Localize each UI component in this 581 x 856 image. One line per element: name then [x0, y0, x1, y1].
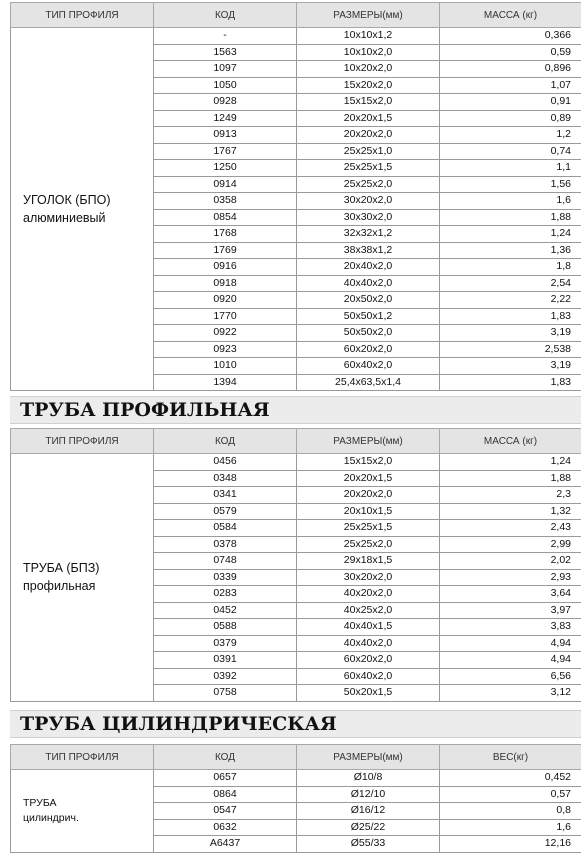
profile-type-subname: цилиндрич. — [23, 811, 79, 824]
mass-cell: 1,6 — [440, 819, 581, 836]
table-row — [11, 454, 581, 471]
code-cell: 1097 — [154, 61, 297, 78]
header-profile-type: ТИП ПРОФИЛЯ — [11, 429, 154, 454]
size-cell: 20х20х1,5 — [297, 470, 440, 487]
profile-type-subname: профильная — [23, 579, 96, 594]
size-cell: 20х40х2,0 — [297, 259, 440, 276]
mass-cell: 2,99 — [440, 536, 581, 553]
mass-cell: 2,3 — [440, 487, 581, 504]
size-cell: 40х40х2,0 — [297, 635, 440, 652]
table-header-row — [11, 3, 581, 28]
header-code: КОД — [154, 429, 297, 454]
code-cell: - — [154, 28, 297, 45]
size-cell: 20х20х2,0 — [297, 487, 440, 504]
size-cell: 25х25х1,0 — [297, 143, 440, 160]
size-cell: 15х20х2,0 — [297, 77, 440, 94]
code-cell: 0864 — [154, 786, 297, 803]
code-cell: А6437 — [154, 836, 297, 853]
table-row — [11, 28, 581, 45]
mass-cell: 3,12 — [440, 685, 581, 702]
table-header-row — [11, 745, 581, 770]
mass-cell: 2,538 — [440, 341, 581, 358]
size-cell: 10х20х2,0 — [297, 61, 440, 78]
code-cell: 0379 — [154, 635, 297, 652]
size-cell: Ø55/33 — [297, 836, 440, 853]
size-cell: 60х20х2,0 — [297, 341, 440, 358]
mass-cell: 1,24 — [440, 226, 581, 243]
code-cell: 1010 — [154, 358, 297, 375]
header-dimensions: РАЗМЕРЫ(мм) — [297, 3, 440, 28]
code-cell: 0913 — [154, 127, 297, 144]
code-cell: 0588 — [154, 619, 297, 636]
code-cell: 0584 — [154, 520, 297, 537]
size-cell: 40х20х2,0 — [297, 586, 440, 603]
header-weight: ВЕС(кг) — [440, 745, 581, 770]
mass-cell: 1,1 — [440, 160, 581, 177]
mass-cell: 1,36 — [440, 242, 581, 259]
code-cell: 1250 — [154, 160, 297, 177]
size-cell: 25х25х2,0 — [297, 176, 440, 193]
mass-cell: 3,97 — [440, 602, 581, 619]
mass-cell: 1,88 — [440, 209, 581, 226]
code-cell: 0456 — [154, 454, 297, 471]
code-cell: 1563 — [154, 44, 297, 61]
code-cell: 0914 — [154, 176, 297, 193]
section-title-cylindrical-pipe: ТРУБА ЦИЛИНДРИЧЕСКАЯ — [10, 710, 581, 738]
size-cell: 50х20х1,5 — [297, 685, 440, 702]
code-cell: 1050 — [154, 77, 297, 94]
mass-cell: 12,16 — [440, 836, 581, 853]
size-cell: 25х25х1,5 — [297, 160, 440, 177]
code-cell: 1767 — [154, 143, 297, 160]
size-cell: 15х15х2,0 — [297, 94, 440, 111]
mass-cell: 0,366 — [440, 28, 581, 45]
size-cell: 10х10х1,2 — [297, 28, 440, 45]
code-cell: 0358 — [154, 193, 297, 210]
code-cell: 0657 — [154, 770, 297, 787]
size-cell: 25х25х2,0 — [297, 536, 440, 553]
profile-type-cell — [11, 28, 154, 391]
header-code: КОД — [154, 745, 297, 770]
mass-cell: 1,83 — [440, 308, 581, 325]
code-cell: 0341 — [154, 487, 297, 504]
code-cell: 0392 — [154, 668, 297, 685]
code-cell: 1770 — [154, 308, 297, 325]
mass-cell: 1,32 — [440, 503, 581, 520]
mass-cell: 2,93 — [440, 569, 581, 586]
code-cell: 0920 — [154, 292, 297, 309]
mass-cell: 1,56 — [440, 176, 581, 193]
size-cell: 29х18х1,5 — [297, 553, 440, 570]
size-cell: 20х10х1,5 — [297, 503, 440, 520]
header-profile-type: ТИП ПРОФИЛЯ — [11, 745, 154, 770]
code-cell: 1769 — [154, 242, 297, 259]
profile-pipe-table — [10, 428, 581, 702]
mass-cell: 2,02 — [440, 553, 581, 570]
mass-cell: 1,07 — [440, 77, 581, 94]
code-cell: 0922 — [154, 325, 297, 342]
size-cell: 30х30х2,0 — [297, 209, 440, 226]
code-cell: 0391 — [154, 652, 297, 669]
size-cell: 40х25х2,0 — [297, 602, 440, 619]
size-cell: 40х40х1,5 — [297, 619, 440, 636]
mass-cell: 4,94 — [440, 635, 581, 652]
size-cell: 10х10х2,0 — [297, 44, 440, 61]
mass-cell: 1,88 — [440, 470, 581, 487]
mass-cell: 2,43 — [440, 520, 581, 537]
code-cell: 1768 — [154, 226, 297, 243]
mass-cell: 0,59 — [440, 44, 581, 61]
table-row — [11, 770, 581, 787]
profile-type-name: УГОЛОК (БПО) — [23, 193, 111, 207]
code-cell: 0348 — [154, 470, 297, 487]
cylindrical-pipe-table — [10, 744, 581, 853]
size-cell: Ø16/12 — [297, 803, 440, 820]
size-cell: 30х20х2,0 — [297, 193, 440, 210]
mass-cell: 0,8 — [440, 803, 581, 820]
size-cell: 32х32х1,2 — [297, 226, 440, 243]
size-cell: 20х50х2,0 — [297, 292, 440, 309]
size-cell: 60х40х2,0 — [297, 358, 440, 375]
header-dimensions: РАЗМЕРЫ(мм) — [297, 745, 440, 770]
header-mass: МАССА (кг) — [440, 3, 581, 28]
header-profile-type: ТИП ПРОФИЛЯ — [11, 3, 154, 28]
code-cell: 0547 — [154, 803, 297, 820]
code-cell: 0918 — [154, 275, 297, 292]
mass-cell: 2,54 — [440, 275, 581, 292]
mass-cell: 0,896 — [440, 61, 581, 78]
size-cell: 25,4х63,5х1,4 — [297, 374, 440, 391]
mass-cell: 3,19 — [440, 325, 581, 342]
code-cell: 0758 — [154, 685, 297, 702]
mass-cell: 6,56 — [440, 668, 581, 685]
code-cell: 0579 — [154, 503, 297, 520]
mass-cell: 3,19 — [440, 358, 581, 375]
code-cell: 0452 — [154, 602, 297, 619]
mass-cell: 0,452 — [440, 770, 581, 787]
table-header-row — [11, 429, 581, 454]
mass-cell: 1,2 — [440, 127, 581, 144]
code-cell: 0916 — [154, 259, 297, 276]
size-cell: Ø10/8 — [297, 770, 440, 787]
angle-profile-table — [10, 2, 581, 391]
mass-cell: 1,24 — [440, 454, 581, 471]
mass-cell: 3,64 — [440, 586, 581, 603]
profile-type-name: ТРУБА — [23, 796, 57, 809]
mass-cell: 0,57 — [440, 786, 581, 803]
size-cell: 40х40х2,0 — [297, 275, 440, 292]
code-cell: 0854 — [154, 209, 297, 226]
size-cell: 50х50х2,0 — [297, 325, 440, 342]
size-cell: Ø12/10 — [297, 786, 440, 803]
code-cell: 1249 — [154, 110, 297, 127]
code-cell: 0632 — [154, 819, 297, 836]
mass-cell: 4,94 — [440, 652, 581, 669]
section-title-profile-pipe: ТРУБА ПРОФИЛЬНАЯ — [10, 396, 581, 424]
mass-cell: 3,83 — [440, 619, 581, 636]
size-cell: 60х40х2,0 — [297, 668, 440, 685]
size-cell: 38х38х1,2 — [297, 242, 440, 259]
mass-cell: 1,8 — [440, 259, 581, 276]
header-mass: МАССА (кг) — [440, 429, 581, 454]
size-cell: 20х20х2,0 — [297, 127, 440, 144]
profile-type-name: ТРУБА (БПЗ) — [23, 561, 100, 576]
profile-type-cell — [11, 454, 154, 702]
profile-type-cell — [11, 770, 154, 853]
header-code: КОД — [154, 3, 297, 28]
size-cell: Ø25/22 — [297, 819, 440, 836]
size-cell: 30х20х2,0 — [297, 569, 440, 586]
code-cell: 0928 — [154, 94, 297, 111]
code-cell: 0748 — [154, 553, 297, 570]
mass-cell: 0,89 — [440, 110, 581, 127]
mass-cell: 0,91 — [440, 94, 581, 111]
code-cell: 1394 — [154, 374, 297, 391]
code-cell: 0283 — [154, 586, 297, 603]
mass-cell: 0,74 — [440, 143, 581, 160]
code-cell: 0339 — [154, 569, 297, 586]
mass-cell: 1,6 — [440, 193, 581, 210]
size-cell: 60х20х2,0 — [297, 652, 440, 669]
size-cell: 20х20х1,5 — [297, 110, 440, 127]
header-dimensions: РАЗМЕРЫ(мм) — [297, 429, 440, 454]
profile-type-subname: алюминиевый — [23, 211, 106, 225]
mass-cell: 1,83 — [440, 374, 581, 391]
mass-cell: 2,22 — [440, 292, 581, 309]
size-cell: 25х25х1,5 — [297, 520, 440, 537]
size-cell: 15х15х2,0 — [297, 454, 440, 471]
size-cell: 50х50х1,2 — [297, 308, 440, 325]
code-cell: 0378 — [154, 536, 297, 553]
code-cell: 0923 — [154, 341, 297, 358]
